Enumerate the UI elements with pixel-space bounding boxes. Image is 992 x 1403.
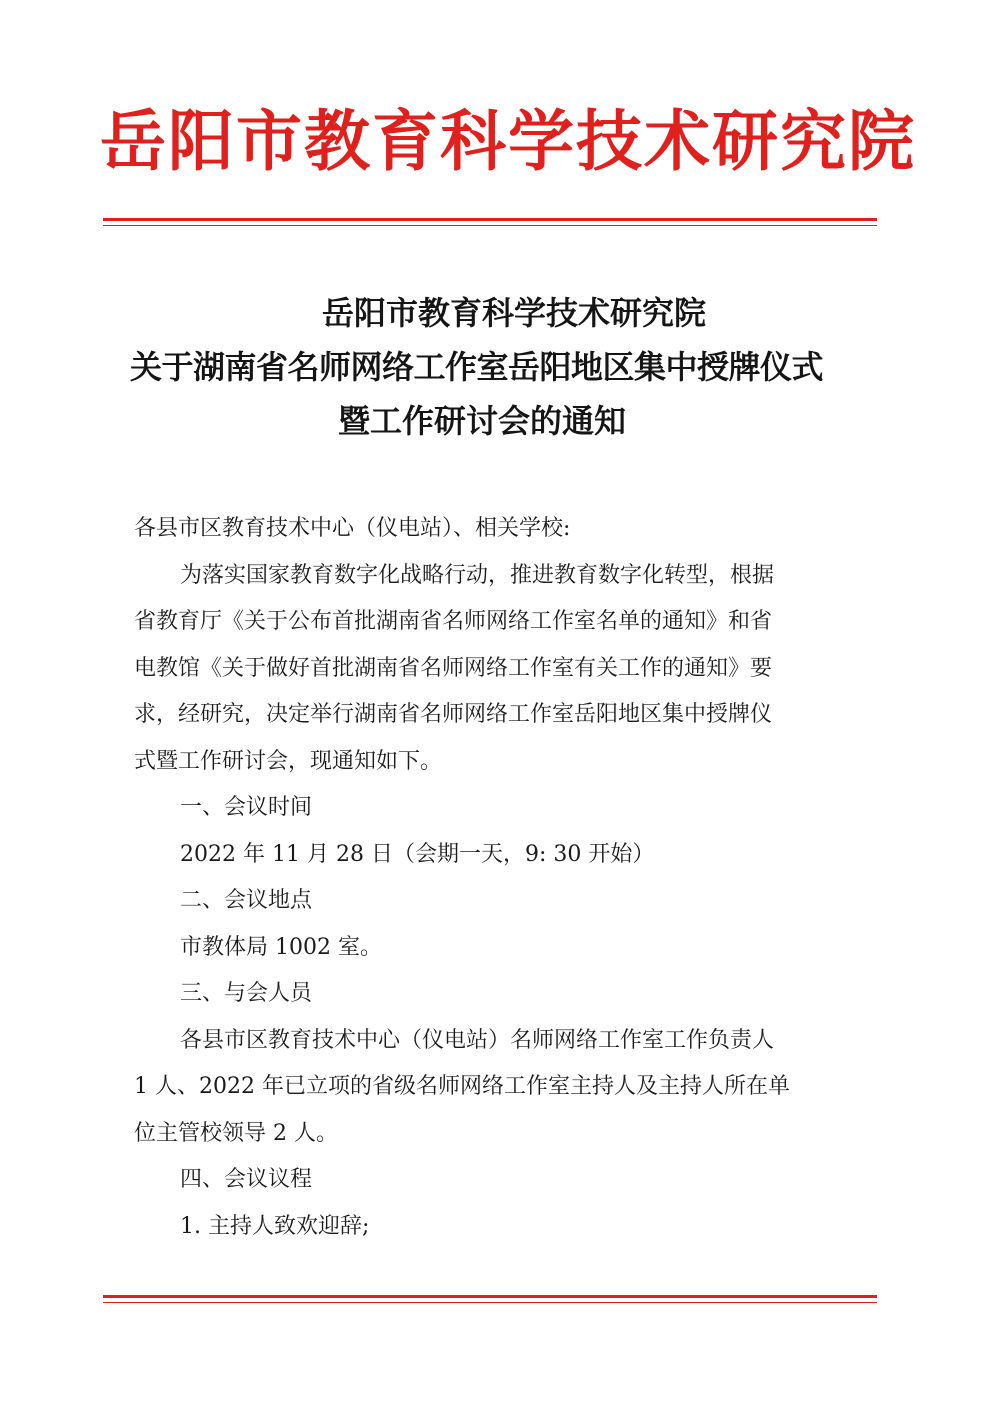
footer-rule-thick [103,1295,877,1298]
document-title-line-1: 岳阳市教育科学技术研究院 [322,294,707,332]
intro-line: 求，经研究，决定举行湖南省名师网络工作室岳阳地区集中授牌仪 [134,702,773,727]
intro-line: 电教馆《关于做好首批湖南省名师网络工作室有关工作的通知》要 [134,655,773,681]
section-text-attendees: 1 人、2022 年已立项的省级名师网络工作室主持人及主持人所在单 [134,1074,790,1099]
section-heading-time: 一、会议时间 [180,795,313,820]
letterhead-rule-thin [103,225,877,226]
document-body [134,506,850,1250]
document-title-line-2: 关于湖南省名师网络工作室岳阳地区集中授牌仪式 [130,348,824,386]
document-title [100,286,930,448]
section-text-agenda: 1. 主持人致欢迎辞; [180,1213,370,1239]
footer-rule-thin [103,1302,877,1303]
intro-line: 省教育厅《关于公布首批湖南省名师网络工作室名单的通知》和省 [134,609,773,634]
section-text-attendees: 各县市区教育技术中心（仪电站）名师网络工作室工作负责人 [180,1027,775,1053]
letterhead-title: 岳阳市教育科学技术研究院 [100,103,916,180]
section-heading-attendees: 三、与会人员 [180,981,313,1006]
section-text-location: 市教体局 1002 室。 [180,934,382,960]
letterhead-rule-thick [103,218,877,221]
section-text-attendees: 位主管校领导 2 人。 [134,1120,338,1146]
intro-line: 为落实国家教育数字化战略行动，推进教育数字化转型，根据 [180,562,775,588]
section-text-time: 2022 年 11 月 28 日（会期一天，9: 30 开始） [180,841,655,867]
intro-line: 式暨工作研讨会，现通知如下。 [134,748,443,774]
salutation: 各县市区教育技术中心（仪电站）、相关学校: [134,516,571,541]
section-heading-location: 二、会议地点 [180,888,313,913]
document-title-line-3: 暨工作研讨会的通知 [338,402,627,440]
section-heading-agenda: 四、会议议程 [180,1167,313,1192]
